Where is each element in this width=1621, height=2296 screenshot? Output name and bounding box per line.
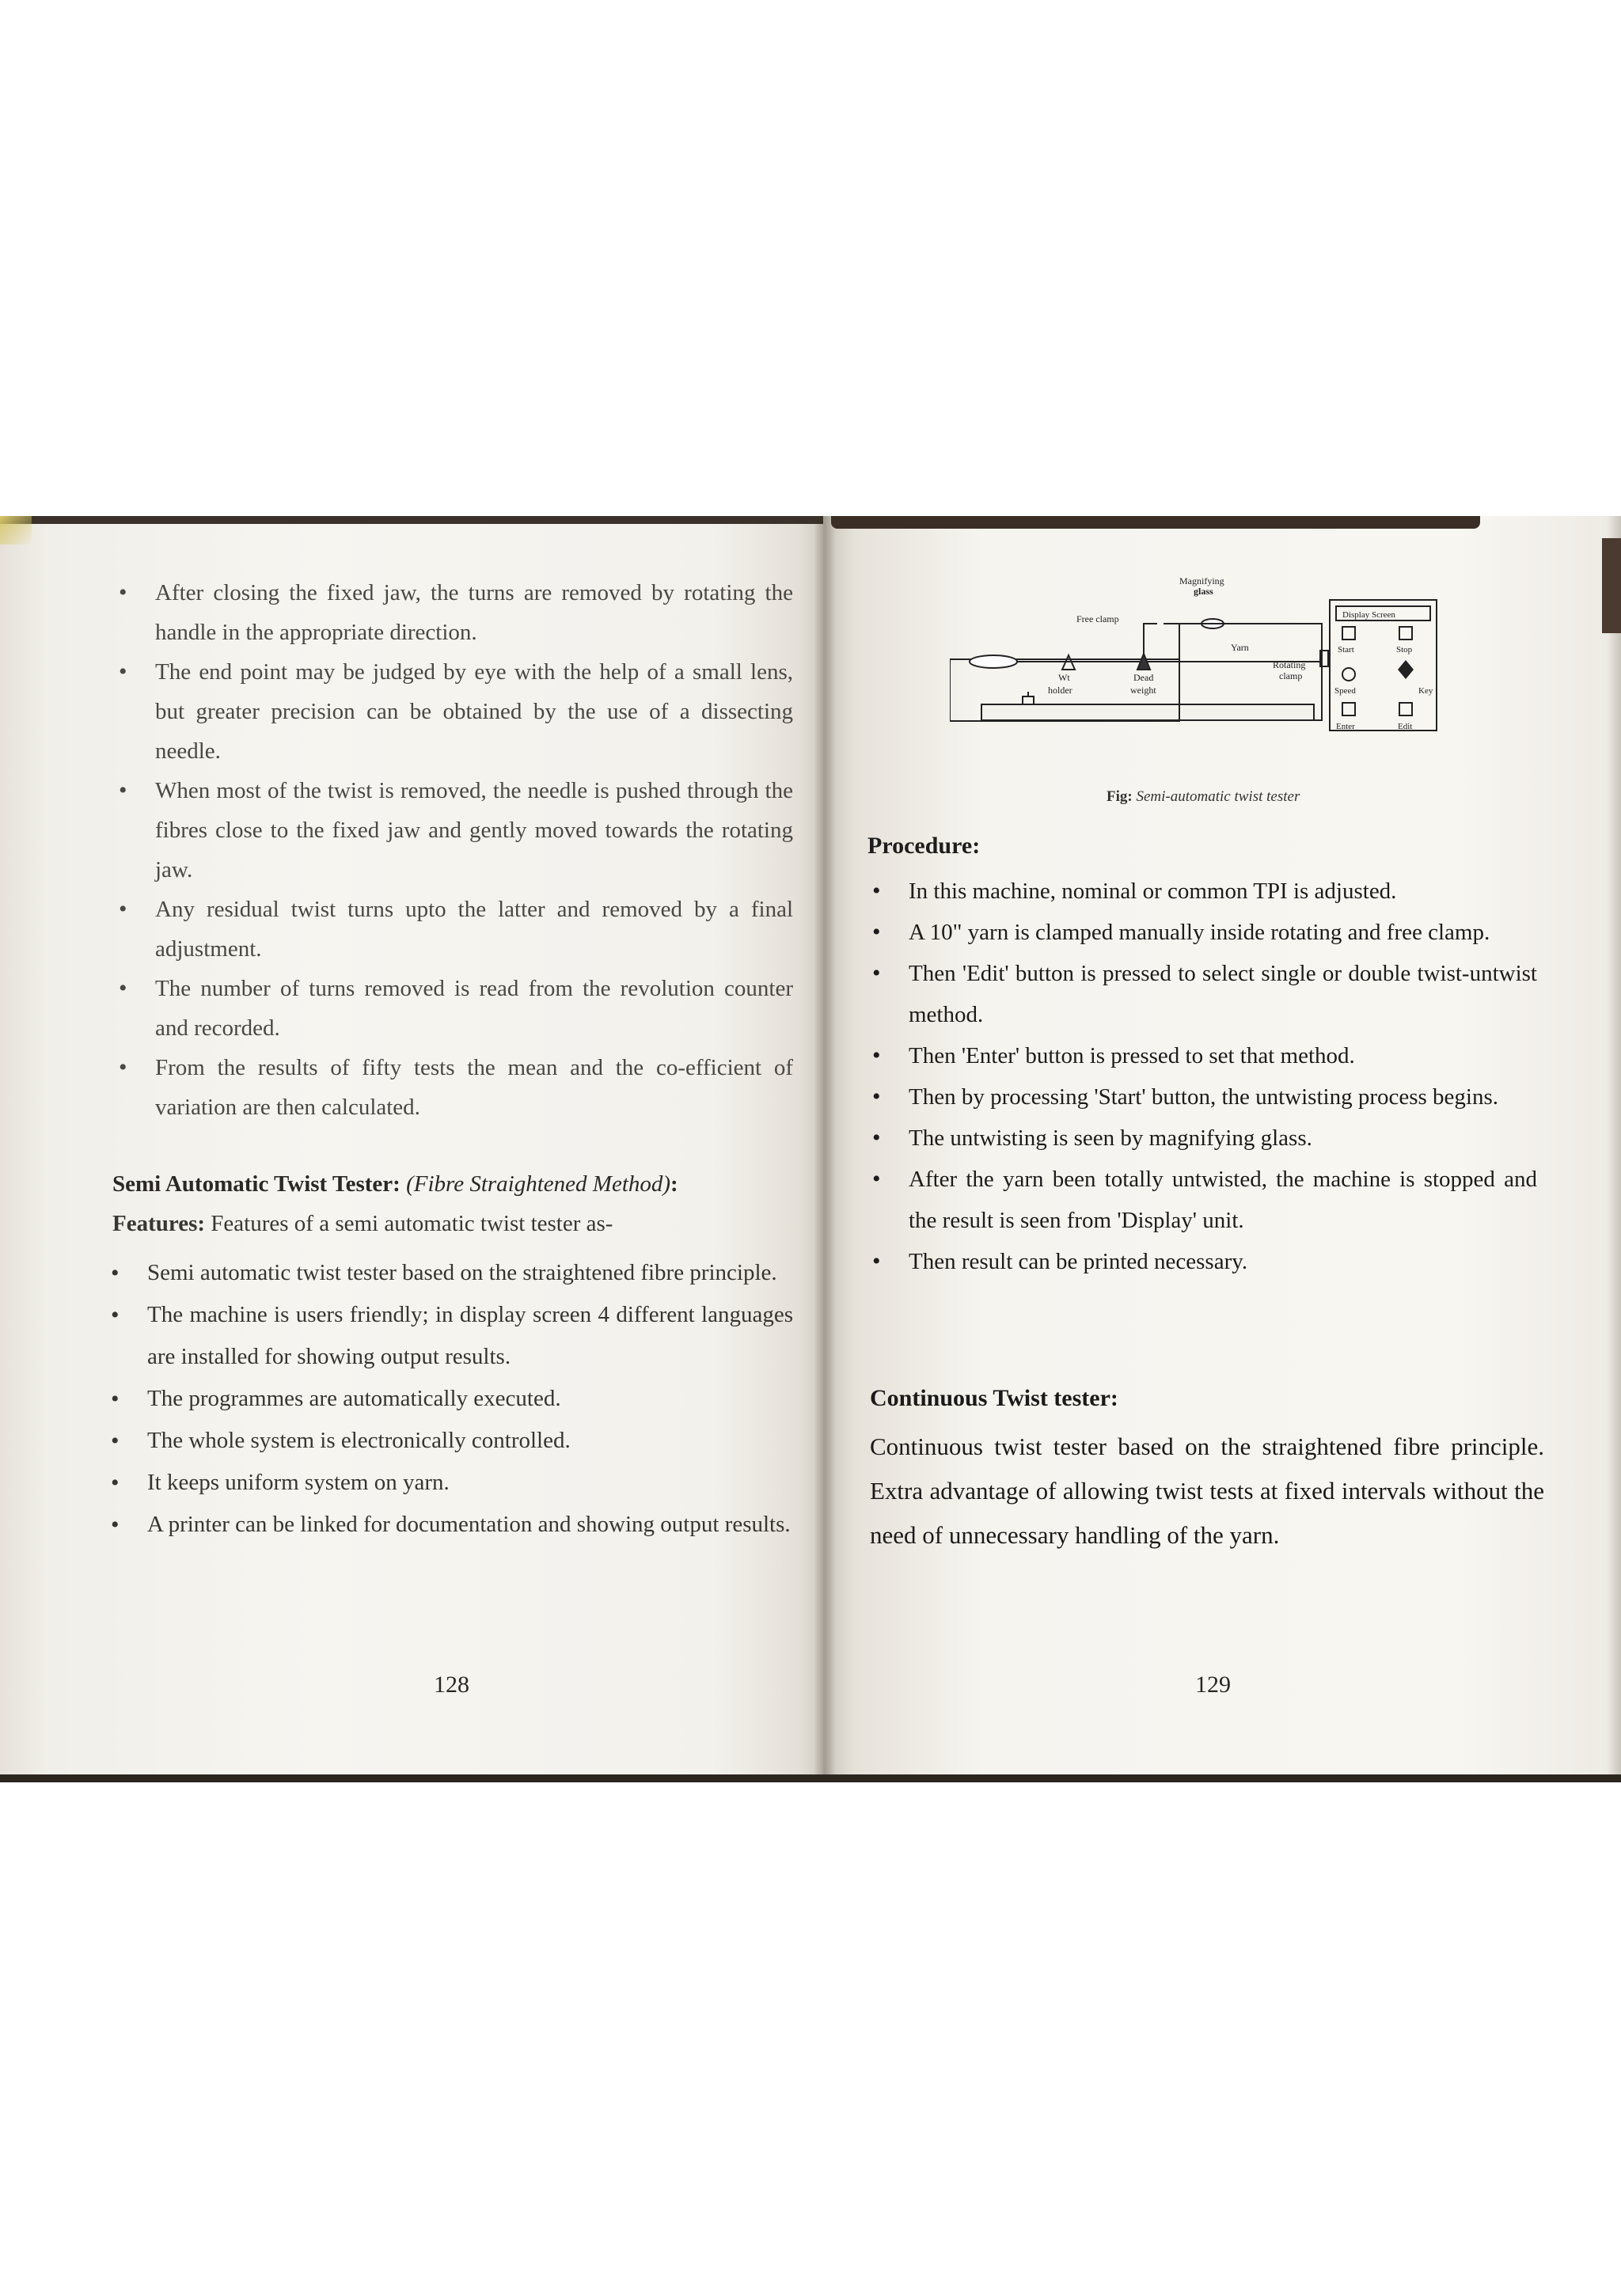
enter-button-box	[1342, 703, 1355, 715]
list-item: • The number of turns removed is read from the revolution counter and recorded.	[119, 969, 793, 1048]
book-spine-shadow	[814, 516, 836, 1782]
bullet-icon: •	[111, 1428, 120, 1454]
label-key: Key	[1418, 686, 1433, 696]
twist-tester-diagram	[950, 576, 1441, 734]
continuous-heading: Continuous Twist tester:	[870, 1385, 1118, 1411]
label-yarn: Yarn	[1231, 642, 1249, 653]
label-start: Start	[1338, 645, 1354, 655]
bullet-icon: •	[872, 919, 881, 945]
bullet-icon: •	[872, 878, 881, 904]
list-item: • From the results of fifty tests the mean and the co-efficient of variation are then calculated.	[119, 1048, 793, 1127]
bullet-icon: •	[872, 1125, 881, 1151]
list-item: • Any residual twist turns upto the latter and removed by a final adjustment.	[119, 890, 793, 969]
list-item: • After the yarn been totally untwisted, the machine is stopped and the result is seen from 'Display' unit.	[872, 1159, 1537, 1241]
list-item: • The end point may be judged by eye with the help of a small lens, but greater precision can be obtained by the use of a dissecting needle.	[119, 652, 793, 771]
page-corner-mark	[0, 516, 32, 545]
features-intro: Features: Features of a semi automatic twist tester as-	[112, 1211, 613, 1236]
holder-block	[1023, 696, 1034, 704]
stop-button-box	[1399, 627, 1412, 639]
list-item: • Then 'Edit' button is pressed to select single or double twist-untwist method.	[872, 953, 1537, 1035]
bullet-icon: •	[119, 896, 127, 922]
page-number-right: 129	[1195, 1672, 1231, 1698]
list-item: • It keeps uniform system on yarn.	[111, 1462, 793, 1504]
page-edge-top-left	[0, 516, 823, 524]
bullet-icon: •	[111, 1512, 120, 1538]
bullet-icon: •	[119, 777, 127, 803]
lens-left	[970, 655, 1017, 668]
list-item: • A printer can be linked for documentation and showing output results.	[111, 1504, 793, 1546]
bullet-icon: •	[119, 975, 127, 1001]
semi-automatic-heading: Semi Automatic Twist Tester: (Fibre Straightened Method):	[112, 1171, 678, 1197]
list-item: • The whole system is electronically controlled.	[111, 1420, 793, 1462]
label-wt: Wt	[1058, 672, 1070, 683]
continuous-paragraph: Continuous twist tester based on the straightened fibre principle. Extra advantage of allowing twist tests at fixed intervals without the need of unnecessary handling of the yarn.	[870, 1433, 1544, 1549]
book-scan	[0, 516, 1621, 1782]
label-weight: weight	[1130, 685, 1156, 696]
label-magnifying: Magnifying	[1179, 576, 1224, 586]
bullet-icon: •	[872, 1248, 881, 1274]
list-item: • Then 'Enter' button is pressed to set that method.	[872, 1035, 1537, 1076]
label-edit: Edit	[1398, 722, 1413, 731]
label-dead: Dead	[1133, 672, 1154, 683]
list-item: • The machine is users friendly; in display screen 4 different languages are installed for showing output results.	[111, 1294, 793, 1378]
bullet-icon: •	[872, 1083, 881, 1110]
bullet-icon: •	[111, 1386, 120, 1412]
features-list	[111, 1252, 793, 1546]
list-item: • The untwisting is seen by magnifying glass.	[872, 1118, 1537, 1159]
list-item: • Then by processing 'Start' button, the untwisting process begins.	[872, 1076, 1537, 1118]
edit-button-box	[1399, 703, 1412, 715]
bullet-icon: •	[872, 960, 881, 986]
bullet-icon: •	[119, 658, 127, 685]
label-glass: glass	[1194, 586, 1213, 597]
key-diamond-icon	[1398, 660, 1414, 679]
figure-caption: Fig: Semi-automatic twist tester	[1107, 788, 1300, 805]
left-bullet-list	[119, 573, 793, 1127]
label-speed: Speed	[1334, 686, 1356, 696]
label-stop: Stop	[1396, 645, 1413, 655]
bullet-icon: •	[119, 579, 127, 605]
list-item: • A 10" yarn is clamped manually inside rotating and free clamp.	[872, 912, 1537, 953]
bullet-icon: •	[119, 1054, 127, 1080]
base-rail	[981, 704, 1314, 720]
procedure-list	[872, 871, 1537, 1282]
left-page	[0, 516, 823, 1782]
label-enter: Enter	[1336, 722, 1355, 731]
page-edge-top-right	[831, 516, 1480, 529]
label-holder: holder	[1048, 685, 1072, 696]
page-edge-bottom	[0, 1774, 1621, 1782]
list-item: • After closing the fixed jaw, the turns are removed by rotating the handle in the appropriate direction.	[119, 573, 793, 652]
free-clamp-arm	[1144, 624, 1157, 654]
bullet-icon: •	[872, 1166, 881, 1192]
bullet-icon: •	[872, 1042, 881, 1068]
procedure-heading: Procedure:	[867, 833, 981, 859]
list-item: • The programmes are automatically executed.	[111, 1378, 793, 1420]
label-free-clamp: Free clamp	[1076, 613, 1119, 624]
page-number-left: 128	[434, 1672, 469, 1698]
bullet-icon: •	[111, 1260, 120, 1286]
bullet-icon: •	[111, 1302, 120, 1328]
label-display-screen: Display Screen	[1342, 610, 1395, 620]
list-item: • When most of the twist is removed, the needle is pushed through the fibres close to the fixed jaw and gently moved towards the rotating jaw.	[119, 771, 793, 890]
speed-knob	[1342, 668, 1355, 681]
list-item: • Then result can be printed necessary.	[872, 1241, 1537, 1282]
start-button-box	[1342, 627, 1355, 639]
list-item: • In this machine, nominal or common TPI is adjusted.	[872, 871, 1537, 912]
label-rotating: Rotating	[1273, 659, 1306, 670]
label-clamp: clamp	[1279, 670, 1303, 681]
bullet-icon: •	[111, 1470, 120, 1496]
page-edge-strip	[1602, 538, 1621, 633]
list-item: • Semi automatic twist tester based on the straightened fibre principle.	[111, 1252, 793, 1294]
